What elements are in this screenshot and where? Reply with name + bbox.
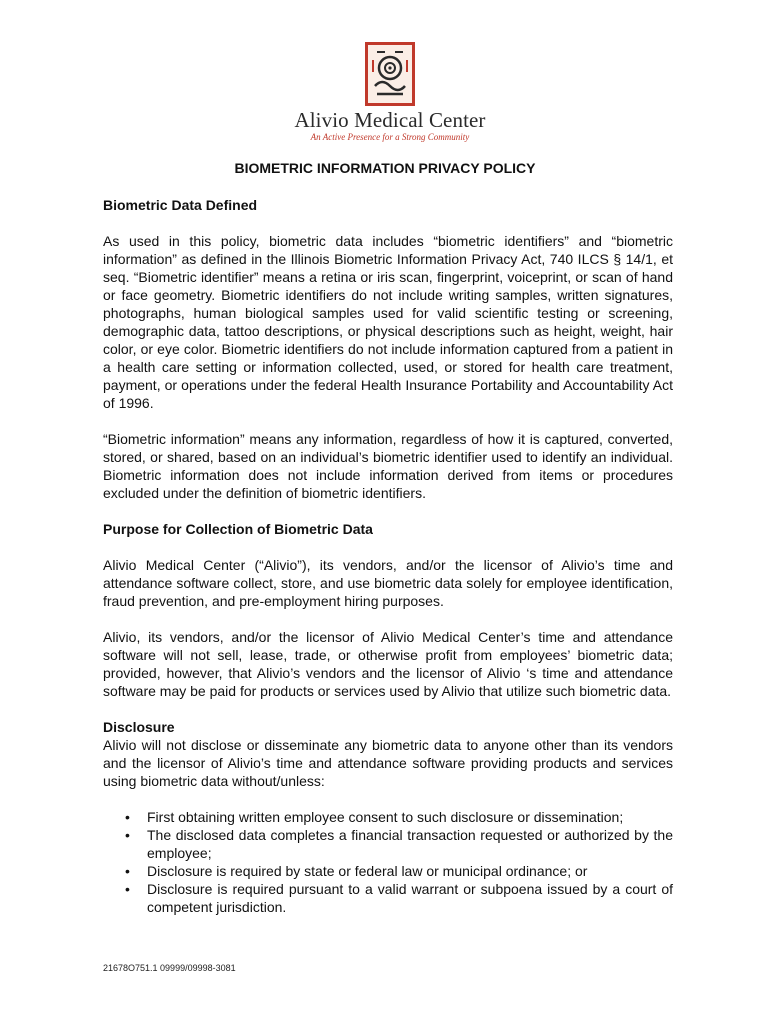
section-heading-disclosure: Disclosure bbox=[103, 719, 175, 735]
page-title: BIOMETRIC INFORMATION PRIVACY POLICY bbox=[234, 160, 536, 176]
document-footer-id: 21678O751.1 09999/09998-3081 bbox=[103, 963, 236, 973]
section-heading-purpose: Purpose for Collection of Biometric Data bbox=[103, 521, 373, 537]
disclosure-list bbox=[103, 808, 673, 916]
paragraph-purpose-1: Alivio Medical Center (“Alivio”), its vendors, and/or the licensor of Alivio’s time and attendance software collect, store, and use biometric data solely for employee identification, fraud prevention, and pre-employment hiring purposes. bbox=[103, 557, 673, 609]
list-item: • The disclosed data completes a financial transaction requested or authorized by the employee; bbox=[147, 826, 673, 862]
document-body bbox=[103, 196, 673, 916]
paragraph-defined-1: As used in this policy, biometric data includes “biometric identifiers” and “biometric information” as defined in the Illinois Biometric Information Privacy Act, 740 ILCS § 14/1, et seq. “Biometric identifier” means a retina or iris scan, fingerprint, voiceprint, or scan of hand or face geometry. Biometric identifiers do not include writing samples, written signatures, photographs, human biological samples used for valid scientific testing or screening, demographic data, tattoo descriptions, or physical descriptions such as height, weight, hair color, or eye color. Biometric identifiers do not include information captured from a patient in a health care setting or information collected, used, or stored for health care treatment, payment, or operations under the federal Health Insurance Portability and Accountability Act of 1996. bbox=[103, 233, 673, 411]
list-item: • Disclosure is required by state or federal law or municipal ordinance; or bbox=[147, 862, 673, 880]
logo bbox=[280, 42, 500, 142]
list-item: • First obtaining written employee consent to such disclosure or dissemination; bbox=[147, 808, 673, 826]
paragraph-purpose-2: Alivio, its vendors, and/or the licensor of Alivio Medical Center’s time and attendance software will not sell, lease, trade, or otherwise profit from employees’ biometric data; provided, however, that Alivio’s vendors and the licensor of Alivio ‘s time and attendance software may be paid for products or services used by Alivio that utilize such biometric data. bbox=[103, 629, 673, 699]
logo-tagline: An Active Presence for a Strong Community bbox=[310, 132, 470, 142]
section-heading-defined: Biometric Data Defined bbox=[103, 197, 258, 213]
logo-name: Alivio Medical Center bbox=[294, 108, 486, 132]
list-item: • Disclosure is required pursuant to a valid warrant or subpoena issued by a court of competent jurisdiction. bbox=[147, 880, 673, 916]
paragraph-disclosure-1: Alivio will not disclose or disseminate any biometric data to anyone other than its vendors and the licensor of Alivio’s time and attendance software providing products and services using biometric data without/unless: bbox=[103, 737, 673, 789]
alivio-logo-icon bbox=[365, 42, 415, 106]
paragraph-defined-2: “Biometric information” means any information, regardless of how it is captured, converted, stored, or shared, based on an individual’s biometric identifier used to identify an individual. Biometric information does not include information derived from items or procedures excluded under the definition of biometric identifiers. bbox=[103, 431, 673, 501]
